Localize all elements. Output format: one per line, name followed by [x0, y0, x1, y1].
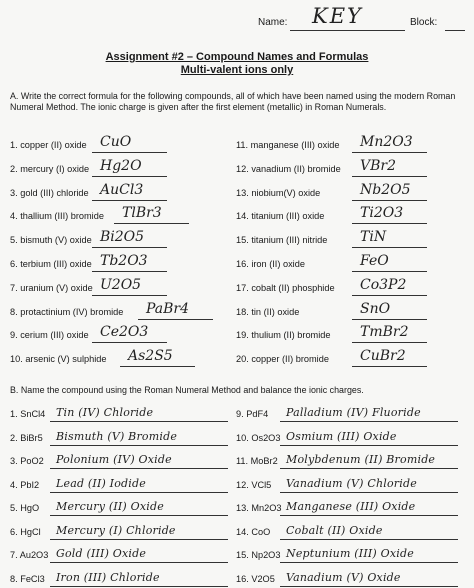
answer-text: Mn2O3 [360, 134, 413, 150]
answer-line [352, 176, 427, 177]
answer-line [352, 247, 427, 248]
answer-line [138, 319, 213, 320]
question-label: 1. copper (II) oxide [10, 140, 87, 150]
question-label: 5. HgO [10, 503, 40, 513]
answer-text: SnO [360, 300, 391, 317]
answer-line [114, 223, 189, 224]
answer-text: Molybdenum (II) Bromide [286, 453, 436, 466]
answer-text: FeO [360, 253, 389, 269]
question-label: 4. PbI2 [10, 479, 40, 490]
answer-line [352, 152, 427, 153]
answer-line [50, 421, 228, 422]
answer-text: Cobalt (II) Oxide [286, 523, 383, 537]
answer-line [280, 539, 458, 540]
answer-text: CuO [100, 134, 132, 150]
question-label: 5. bismuth (V) oxide [10, 235, 92, 246]
answer-text: Mercury (II) Oxide [56, 500, 164, 513]
answer-line [50, 539, 228, 540]
question-label: 16. V2O5 [236, 573, 275, 584]
question-label: 4. thallium (III) bromide [10, 211, 104, 222]
answer-line [352, 223, 427, 224]
question-label: 1. SnCl4 [10, 409, 46, 419]
section-a-instructions: A. Write the correct formula for the following compounds, all of which have been named using the modern Roman Numeral Method. The ionic charge is given after the first element (metallic) in Roman Numerals. [10, 91, 456, 112]
answer-line [50, 586, 228, 587]
question-label: 11. MoBr2 [236, 456, 278, 466]
block-line [445, 30, 465, 31]
block-label: Block: [410, 17, 438, 28]
name-value: KEY [312, 4, 363, 28]
answer-text: Ce2O3 [100, 324, 149, 341]
question-label: 13. niobium(V) oxide [236, 187, 321, 198]
question-label: 10. Os2O3 [236, 432, 281, 443]
answer-text: Mercury (I) Chloride [56, 523, 176, 537]
answer-text: Lead (II) Iodide [56, 476, 146, 490]
question-label: 6. HgCl [10, 526, 41, 537]
answer-text: Iron (III) Chloride [56, 570, 160, 584]
answer-text: PaBr4 [146, 300, 190, 317]
answer-line [280, 586, 458, 587]
question-label: 15. Np2O3 [236, 550, 281, 560]
answer-text: Vanadium (V) Oxide [286, 570, 401, 584]
question-label: 2. BiBr5 [10, 432, 43, 443]
answer-line [92, 176, 167, 177]
answer-line [280, 515, 458, 516]
answer-text: TiN [360, 229, 387, 246]
answer-text: Palladium (IV) Fluoride [286, 406, 421, 419]
question-label: 9. PdF4 [236, 409, 269, 419]
question-label: 6. terbium (III) oxide [10, 259, 92, 269]
answer-text: Neptunium (III) Oxide [286, 547, 414, 560]
question-label: 20. copper (II) bromide [236, 354, 329, 365]
answer-line [92, 247, 167, 248]
answer-line [92, 152, 167, 153]
answer-line [280, 492, 458, 493]
assignment-title: Assignment #2 – Compound Names and Formulas [105, 51, 369, 63]
question-label: 8. protactinium (IV) bromide [10, 306, 124, 317]
question-label: 9. cerium (III) oxide [10, 330, 89, 341]
question-label: 18. tin (II) oxide [236, 306, 300, 317]
answer-text: Hg2O [100, 157, 142, 174]
answer-text: Manganese (III) Oxide [286, 500, 416, 513]
answer-line [280, 421, 458, 422]
answer-line [50, 445, 228, 446]
name-label: Name: [258, 17, 288, 28]
answer-line [120, 366, 195, 367]
question-label: 19. thulium (II) bromide [236, 330, 331, 341]
answer-text: Bismuth (V) Bromide [56, 429, 178, 443]
assignment-subtitle: Multi-valent ions only [180, 64, 294, 76]
question-label: 15. titanium (III) nitride [236, 235, 328, 246]
answer-line [352, 366, 427, 367]
answer-line [50, 562, 228, 563]
question-label: 11. manganese (III) oxide [236, 140, 340, 150]
answer-line [352, 319, 427, 320]
question-label: 2. mercury (I) oxide [10, 163, 90, 174]
answer-text: Osmium (III) Oxide [286, 429, 397, 443]
answer-line [352, 200, 427, 201]
question-label: 14. titanium (III) oxide [236, 211, 325, 222]
answer-text: TmBr2 [360, 324, 409, 341]
answer-line [50, 515, 228, 516]
name-line [290, 30, 405, 31]
question-label: 8. FeCl3 [10, 573, 45, 584]
answer-text: TlBr3 [122, 205, 162, 222]
question-label: 12. VCl5 [236, 479, 272, 490]
question-label: 14. CoO [236, 526, 271, 537]
answer-text: VBr2 [360, 157, 396, 174]
answer-text: Tb2O3 [100, 253, 148, 269]
question-label: 17. cobalt (II) phosphide [236, 282, 335, 293]
question-label: 13. Mn2O3 [236, 503, 282, 513]
question-label: 3. PoO2 [10, 456, 44, 466]
question-label: 16. iron (II) oxide [236, 259, 305, 269]
question-label: 10. arsenic (V) sulphide [10, 354, 107, 365]
answer-line [280, 562, 458, 563]
answer-text: Polonium (IV) Oxide [56, 453, 172, 466]
answer-text: Gold (III) Oxide [56, 547, 147, 560]
answer-line [280, 468, 458, 469]
answer-line [92, 200, 167, 201]
answer-line [92, 342, 167, 343]
answer-text: Nb2O5 [360, 181, 411, 198]
answer-text: Tin (IV) Chloride [56, 406, 154, 419]
answer-text: Ti2O3 [360, 205, 404, 222]
answer-line [92, 271, 167, 272]
question-label: 7. Au2O3 [10, 550, 49, 560]
answer-text: Co3P2 [360, 276, 407, 293]
question-label: 7. uranium (V) oxide [10, 282, 93, 293]
question-label: 3. gold (III) chloride [10, 187, 89, 198]
answer-line [352, 271, 427, 272]
answer-text: Vanadium (V) Chloride [286, 476, 417, 490]
answer-text: Bi2O5 [100, 229, 145, 246]
answer-line [92, 295, 167, 296]
section-b-instructions: B. Name the compound using the Roman Numeral Method and balance the ionic charges. [10, 385, 364, 395]
answer-line [280, 445, 458, 446]
answer-line [352, 342, 427, 343]
answer-text: AuCl3 [100, 181, 144, 198]
answer-text: CuBr2 [360, 348, 406, 365]
question-label: 12. vanadium (II) bromide [236, 163, 341, 174]
answer-line [50, 468, 228, 469]
answer-line [352, 295, 427, 296]
answer-line [50, 492, 228, 493]
answer-text: As2S5 [128, 348, 173, 365]
answer-text: U2O5 [100, 276, 142, 293]
